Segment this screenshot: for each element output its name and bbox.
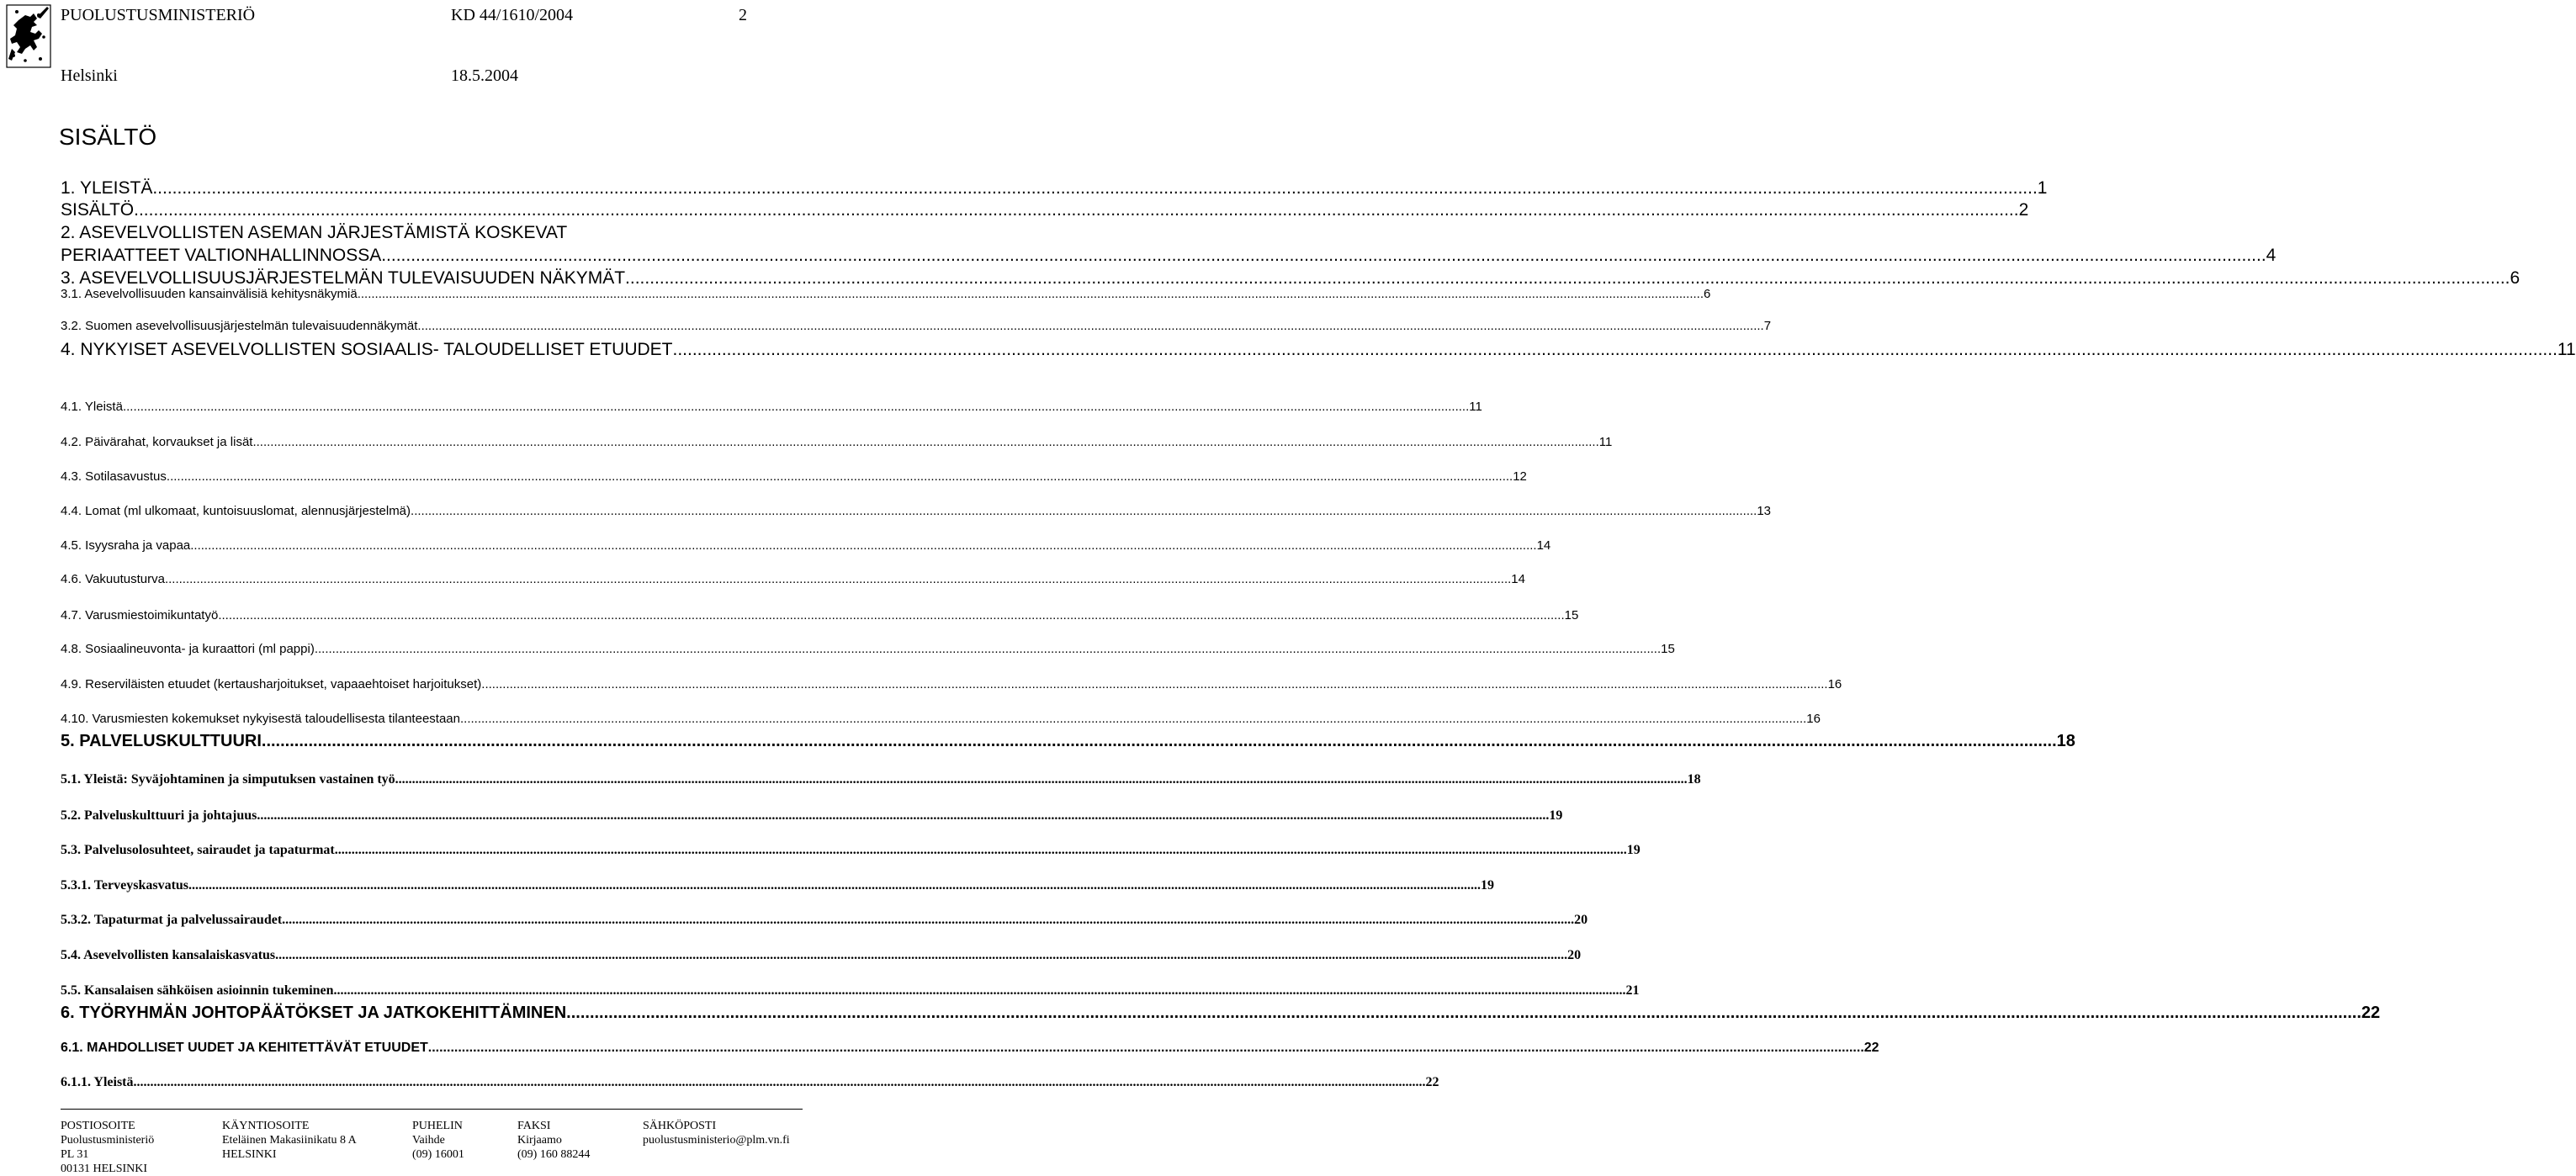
footer-heading: KÄYNTIOSOITE <box>222 1120 310 1132</box>
city: Helsinki <box>61 66 118 85</box>
toc-entry-page: 20 <box>1567 948 1582 962</box>
footer-divider <box>61 1109 803 1110</box>
footer-heading: FAKSI <box>517 1120 551 1132</box>
toc-leader-dots <box>134 1074 1426 1091</box>
footer-postal-address <box>61 1119 154 1176</box>
footer-line: Kirjaamo <box>517 1134 562 1147</box>
toc-entry-label: 5. PALVELUSKULTTUURI <box>61 732 262 750</box>
toc-entry[interactable] <box>61 711 1821 728</box>
footer-email <box>643 1119 790 1147</box>
toc-entry-label: PERIAATTEET VALTIONHALLINNOSSA <box>61 246 382 265</box>
toc-entry-label: 3. ASEVELVOLLISUUSJÄRJESTELMÄN TULEVAISUUDEN NÄKYMÄT <box>61 268 626 288</box>
toc-leader-dots <box>358 286 1704 303</box>
toc-entry-page: 22 <box>1425 1075 1439 1089</box>
toc-entry-label: 5.1. Yleistä: Syväjohtaminen ja simputuksen vastainen työ <box>61 772 395 787</box>
toc-entry[interactable] <box>61 399 1482 416</box>
toc-entry[interactable] <box>61 983 1640 999</box>
organization-name: PUOLUSTUSMINISTERIÖ <box>61 6 256 24</box>
toc-entry-page: 19 <box>1481 878 1495 893</box>
toc-entry[interactable] <box>61 245 2277 267</box>
toc-entry[interactable] <box>61 538 1551 554</box>
toc-entry[interactable] <box>61 947 1582 964</box>
toc-entry-page: 15 <box>1661 642 1675 656</box>
toc-entry[interactable] <box>61 177 2048 199</box>
toc-entry[interactable] <box>61 912 1588 929</box>
toc-entry[interactable] <box>61 571 1525 588</box>
footer-heading: POSTIOSOITE <box>61 1120 135 1132</box>
toc-entry-page: 22 <box>2361 1004 2381 1022</box>
toc-entry[interactable] <box>61 676 1842 693</box>
toc-entry[interactable] <box>61 771 1701 788</box>
toc-entry-page: 4 <box>2266 246 2277 265</box>
toc-entry[interactable] <box>61 842 1640 859</box>
toc-leader-dots <box>134 199 2018 221</box>
footer-email-link[interactable]: puolustusministerio@plm.vn.fi <box>643 1134 790 1147</box>
footer-line: HELSINKI <box>222 1148 277 1161</box>
toc-entry[interactable] <box>61 199 2029 221</box>
toc-entry-page: 20 <box>1574 913 1588 927</box>
toc-leader-dots <box>123 399 1469 416</box>
footer-line: Puolustusministeriö <box>61 1134 155 1147</box>
footer-line: 00131 HELSINKI <box>61 1163 148 1175</box>
toc-entry[interactable] <box>61 1040 1879 1057</box>
toc-entry-label: 6. TYÖRYHMÄN JOHTOPÄÄTÖKSET JA JATKOKEHITTÄMINEN <box>61 1004 567 1022</box>
toc-leader-dots <box>257 808 1549 824</box>
toc-entry-label: 5.3. Palvelusolosuhteet, sairaudet ja tapaturmat <box>61 843 335 857</box>
toc-entry-label: 6.1.1. Yleistä <box>61 1075 134 1089</box>
footer-line: (09) 16001 <box>412 1148 464 1161</box>
toc-leader-dots <box>165 571 1511 588</box>
toc-entry-label: 5.2. Palveluskulttuuri ja johtajuus <box>61 808 257 823</box>
toc-leader-dots <box>460 711 1806 728</box>
toc-entry-label: 5.4. Asevelvollisten kansalaiskasvatus <box>61 948 276 962</box>
toc-entry-page: 18 <box>2056 732 2075 750</box>
toc-entry-label: 1. YLEISTÄ <box>61 178 153 198</box>
toc-entry[interactable] <box>61 808 1563 824</box>
toc-entry[interactable] <box>61 222 803 244</box>
footer-line: PL 31 <box>61 1148 89 1161</box>
toc-entry-label: 4.7. Varusmiestoimikuntatyö <box>61 608 219 622</box>
toc-entry[interactable] <box>61 1002 2381 1024</box>
footer-line: (09) 160 88244 <box>517 1148 591 1161</box>
toc-entry-page: 19 <box>1549 808 1563 823</box>
document-code: KD 44/1610/2004 <box>451 6 573 24</box>
toc-leader-dots <box>262 730 2057 752</box>
toc-entry-page: 11 <box>1598 435 1613 449</box>
toc-entry-page: 6 <box>2510 268 2520 288</box>
toc-entry-page: 22 <box>1863 1041 1879 1055</box>
toc-entry-page: 1 <box>2037 178 2048 198</box>
toc-leader-dots <box>395 771 1688 788</box>
toc-entry-label: 4.8. Sosiaalineuvonta- ja kuraattori (ml pappi) <box>61 642 315 656</box>
toc-leader-dots <box>411 503 1757 520</box>
toc-entry[interactable] <box>61 607 1579 624</box>
toc-leader-dots <box>334 983 1626 999</box>
toc-leader-dots <box>381 245 2266 267</box>
toc-entry[interactable] <box>61 469 1527 485</box>
toc-entry-label: SISÄLTÖ <box>61 200 135 220</box>
toc-entry-page: 19 <box>1626 843 1640 857</box>
toc-leader-dots <box>152 177 2037 199</box>
toc-entry-label: 2. ASEVELVOLLISTEN ASEMAN JÄRJESTÄMISTÄ KOSKEVAT <box>61 223 568 242</box>
toc-leader-dots <box>218 607 1564 624</box>
toc-leader-dots <box>188 877 1481 894</box>
toc-entry[interactable] <box>61 318 1772 335</box>
toc-entry-page: 14 <box>1511 572 1525 586</box>
toc-entry-page: 16 <box>1827 677 1842 691</box>
toc-entry-label: 5.5. Kansalaisen sähköisen asioinnin tukeminen <box>61 983 334 998</box>
toc-leader-dots <box>672 339 2557 361</box>
toc-entry-label: 4.4. Lomat (ml ulkomaat, kuntoisuuslomat, alennusjärjestelmä) <box>61 504 411 518</box>
toc-entry-label: 4.5. Isyysraha ja vapaa <box>61 538 191 553</box>
toc-leader-dots <box>252 434 1598 451</box>
toc-entry-page: 18 <box>1687 772 1701 787</box>
toc-entry[interactable] <box>61 641 1675 658</box>
toc-entry-label: 4.6. Vakuutusturva <box>61 572 165 586</box>
toc-entry[interactable] <box>61 339 2576 361</box>
toc-entry-page: 14 <box>1536 538 1551 553</box>
footer-line: Vaihde <box>412 1134 445 1147</box>
toc-leader-dots <box>335 842 1627 859</box>
footer-heading: SÄHKÖPOSTI <box>643 1120 717 1132</box>
toc-entry[interactable] <box>61 286 1711 303</box>
toc-entry-label: 3.2. Suomen asevelvollisuusjärjestelmän tulevaisuudennäkymät <box>61 319 418 333</box>
toc-entry-label: 3.1. Asevelvollisuuden kansainvälisiä kehitysnäkymiä <box>61 287 358 301</box>
toc-leader-dots <box>167 469 1513 485</box>
toc-entry[interactable] <box>61 1074 1439 1091</box>
toc-leader-dots <box>566 1002 2361 1024</box>
footer-phone <box>412 1119 464 1162</box>
footer-line: Eteläinen Makasiinikatu 8 A <box>222 1134 357 1147</box>
toc-entry-page: 21 <box>1625 983 1640 998</box>
toc-leader-dots <box>275 947 1567 964</box>
toc-entry-page: 12 <box>1513 469 1527 484</box>
page-number: 2 <box>739 6 747 24</box>
coat-of-arms-lion-icon <box>0 0 56 72</box>
toc-entry-page: 16 <box>1806 712 1821 726</box>
toc-entry-label: 4.10. Varusmiesten kokemukset nykyisestä taloudellisesta tilanteestaan <box>61 712 460 726</box>
toc-entry-label: 5.3.2. Tapaturmat ja palvelussairaudet <box>61 913 283 927</box>
toc-entry[interactable] <box>61 503 1772 520</box>
toc-entry-label: 4.2. Päivärahat, korvaukset ja lisät <box>61 435 253 449</box>
toc-leader-dots <box>190 538 1536 554</box>
footer-fax <box>517 1119 590 1162</box>
toc-entry-page: 2 <box>2018 200 2029 220</box>
toc-entry-page: 11 <box>1469 400 1482 414</box>
footer-heading: PUHELIN <box>412 1120 463 1132</box>
toc-entry-page: 15 <box>1564 608 1579 622</box>
toc-entry-page: 6 <box>1704 287 1711 301</box>
toc-entry[interactable] <box>61 730 2075 752</box>
toc-leader-dots <box>417 318 1763 335</box>
toc-leader-dots <box>428 1040 1864 1057</box>
toc-entry-label: 4.1. Yleistä <box>61 400 123 414</box>
toc-leader-dots <box>481 676 1827 693</box>
document-date: 18.5.2004 <box>451 66 518 85</box>
toc-entry-label: 4. NYKYISET ASEVELVOLLISTEN SOSIAALIS- TALOUDELLISET ETUUDET <box>61 340 673 359</box>
toc-entry-label: 4.9. Reserviläisten etuudet (kertausharjoitukset, vapaaehtoiset harjoitukset) <box>61 677 482 691</box>
toc-entry-label: 6.1. MAHDOLLISET UUDET JA KEHITETTÄVÄT ETUUDET <box>61 1041 428 1055</box>
toc-entry[interactable] <box>61 434 1613 451</box>
toc-entry[interactable] <box>61 877 1495 894</box>
toc-entry-label: 4.3. Sotilasavustus <box>61 469 167 484</box>
footer-visiting-address <box>222 1119 357 1162</box>
toc-leader-dots <box>315 641 1661 658</box>
toc-entry-page: 13 <box>1757 504 1772 518</box>
page-title: SISÄLTÖ <box>59 124 157 150</box>
toc-entry-page: 7 <box>1763 319 1772 333</box>
toc-entry-label: 5.3.1. Terveyskasvatus <box>61 878 189 893</box>
toc-leader-dots <box>282 912 1574 929</box>
toc-entry-page: 11 <box>2557 340 2576 359</box>
